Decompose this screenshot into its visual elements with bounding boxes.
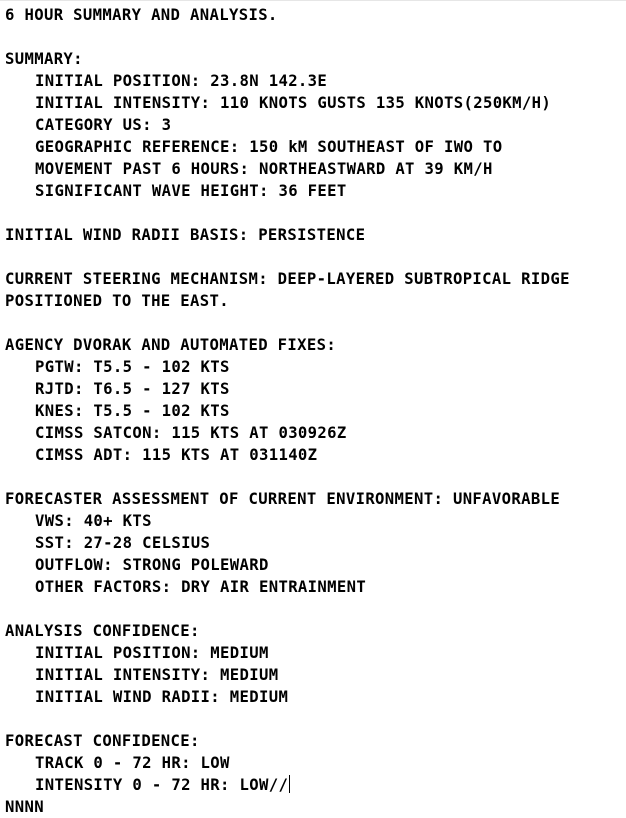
analysis-initial-position: INITIAL POSITION: MEDIUM bbox=[35, 644, 269, 662]
fix-pgtw: PGTW: T5.5 - 102 KTS bbox=[35, 358, 230, 376]
blank-line bbox=[5, 312, 623, 334]
category-line: CATEGORY US: 3 bbox=[35, 116, 172, 134]
analysis-confidence-heading: ANALYSIS CONFIDENCE: bbox=[5, 622, 200, 640]
bulletin-text[interactable] bbox=[5, 4, 623, 818]
top-border bbox=[0, 0, 626, 1]
blank-line bbox=[5, 466, 623, 488]
summary-heading: SUMMARY: bbox=[5, 50, 83, 68]
environment-outflow: OUTFLOW: STRONG POLEWARD bbox=[35, 556, 269, 574]
forecast-intensity: INTENSITY 0 - 72 HR: LOW// bbox=[35, 776, 289, 794]
fixes-heading: AGENCY DVORAK AND AUTOMATED FIXES: bbox=[5, 336, 337, 354]
fix-cimss-satcon: CIMSS SATCON: 115 KTS AT 030926Z bbox=[35, 424, 347, 442]
environment-vws: VWS: 40+ KTS bbox=[35, 512, 152, 530]
initial-position-line: INITIAL POSITION: 23.8N 142.3E bbox=[35, 72, 328, 90]
analysis-initial-wind-radii: INITIAL WIND RADII: MEDIUM bbox=[35, 688, 289, 706]
environment-sst: SST: 27-28 CELSIUS bbox=[35, 534, 211, 552]
environment-heading: FORECASTER ASSESSMENT OF CURRENT ENVIRONMENT: UNFAVORABLE bbox=[5, 490, 561, 508]
geographic-reference-line: GEOGRAPHIC REFERENCE: 150 kM SOUTHEAST OF IWO TO bbox=[35, 138, 503, 156]
blank-line bbox=[5, 202, 623, 224]
bulletin-header: 6 HOUR SUMMARY AND ANALYSIS. bbox=[5, 6, 278, 24]
analysis-initial-intensity: INITIAL INTENSITY: MEDIUM bbox=[35, 666, 279, 684]
wind-radii-basis-line: INITIAL WIND RADII BASIS: PERSISTENCE bbox=[5, 226, 366, 244]
fix-knes: KNES: T5.5 - 102 KTS bbox=[35, 402, 230, 420]
blank-line bbox=[5, 598, 623, 620]
text-cursor bbox=[289, 775, 290, 793]
forecast-intensity-row bbox=[5, 774, 623, 796]
initial-intensity-line: INITIAL INTENSITY: 110 KNOTS GUSTS 135 KNOTS(250KM/H) bbox=[35, 94, 552, 112]
bulletin-footer: NNNN bbox=[5, 798, 44, 816]
fix-cimss-adt: CIMSS ADT: 115 KTS AT 031140Z bbox=[35, 446, 318, 464]
movement-line: MOVEMENT PAST 6 HOURS: NORTHEASTWARD AT 39 KM/H bbox=[35, 160, 493, 178]
blank-line bbox=[5, 26, 623, 48]
fix-rjtd: RJTD: T6.5 - 127 KTS bbox=[35, 380, 230, 398]
blank-line bbox=[5, 246, 623, 268]
blank-line bbox=[5, 708, 623, 730]
wave-height-line: SIGNIFICANT WAVE HEIGHT: 36 FEET bbox=[35, 182, 347, 200]
steering-line-1: CURRENT STEERING MECHANISM: DEEP-LAYERED SUBTROPICAL RIDGE bbox=[5, 270, 570, 288]
steering-line-2: POSITIONED TO THE EAST. bbox=[5, 292, 229, 310]
forecast-confidence-heading: FORECAST CONFIDENCE: bbox=[5, 732, 200, 750]
forecast-track: TRACK 0 - 72 HR: LOW bbox=[35, 754, 230, 772]
environment-other-factors: OTHER FACTORS: DRY AIR ENTRAINMENT bbox=[35, 578, 367, 596]
